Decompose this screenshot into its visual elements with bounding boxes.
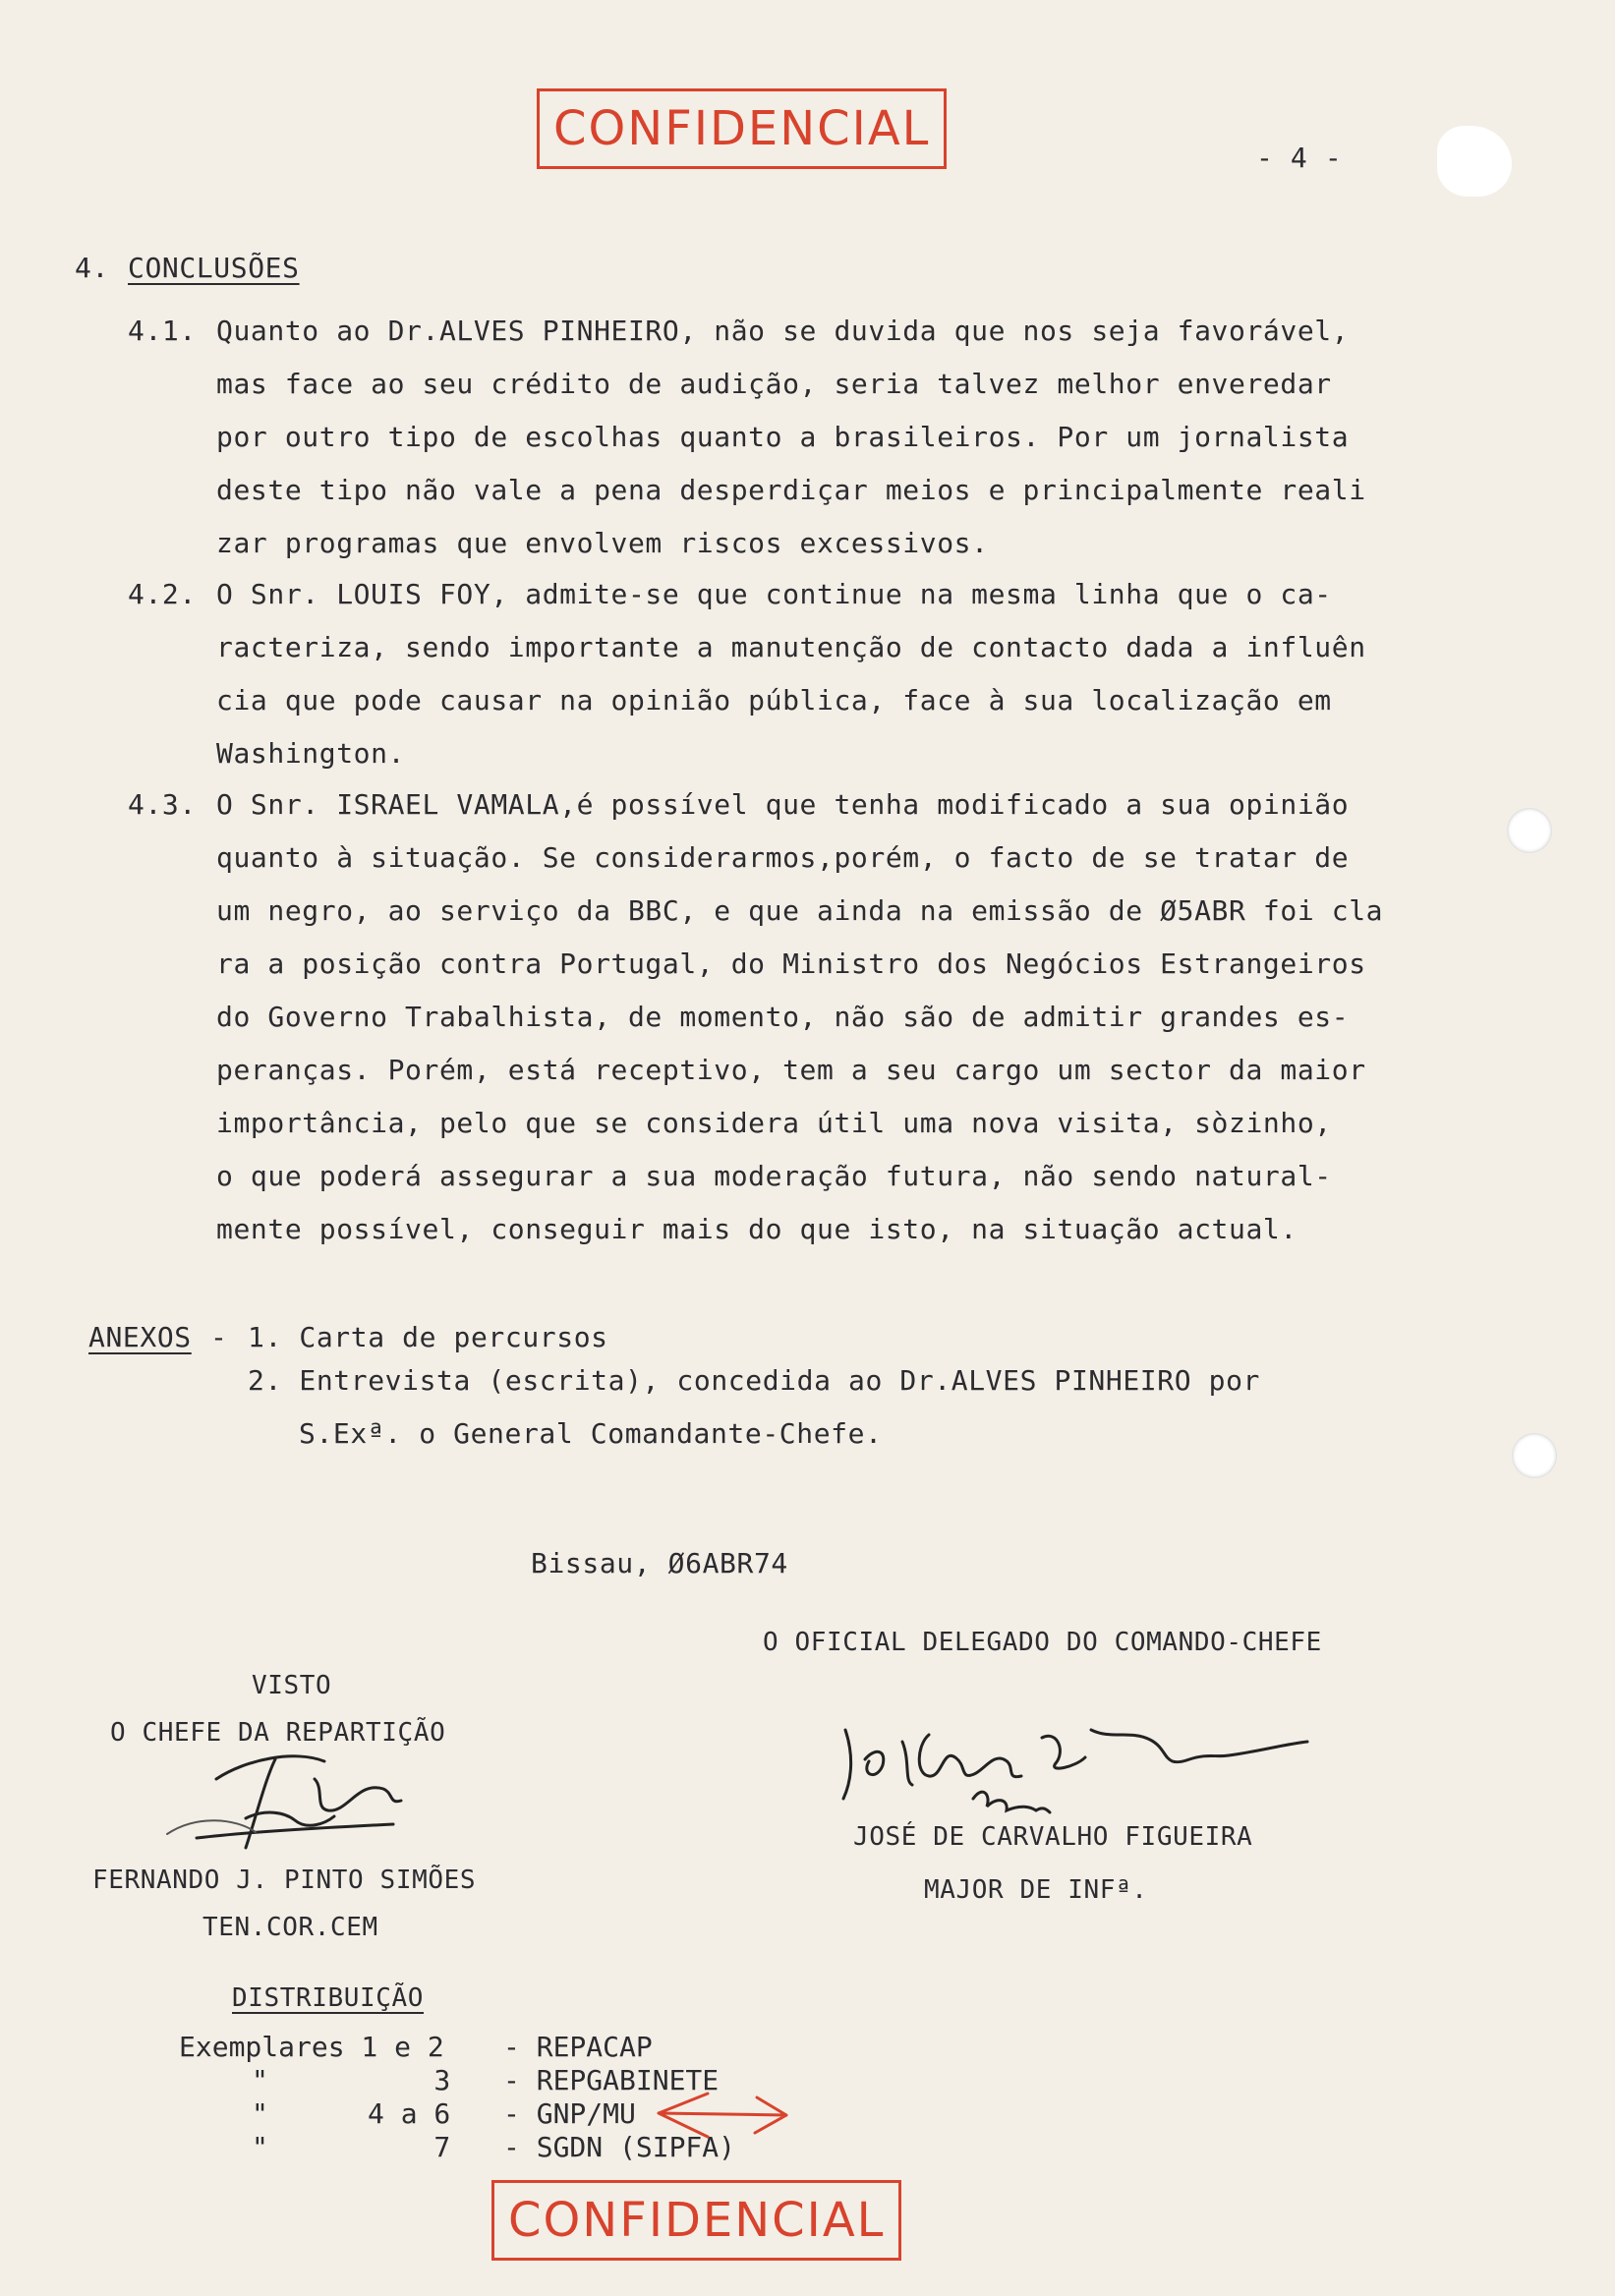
- section-title: CONCLUSÕES: [128, 252, 300, 284]
- punch-hole-top: [1507, 808, 1552, 853]
- place-date: Bissau, Ø6ABR74: [531, 1547, 788, 1579]
- distribution-row: [179, 2064, 719, 2097]
- text-line: o que poderá assegurar a sua moderação futura, não sendo natural-: [216, 1160, 1332, 1192]
- confidential-stamp-top: CONFIDENCIAL: [537, 88, 947, 169]
- paragraph-number: 4.1.: [128, 315, 197, 347]
- text-line: quanto à situação. Se considerarmos,porém, o facto de se tratar de: [216, 841, 1350, 874]
- delegate-role: O OFICIAL DELEGADO DO COMANDO-CHEFE: [763, 1628, 1322, 1657]
- confidential-stamp-bottom: CONFIDENCIAL: [491, 2180, 901, 2261]
- text-line: do Governo Trabalhista, de momento, não são de admitir grandes es-: [216, 1001, 1350, 1033]
- red-arrow-mark: [639, 2088, 796, 2147]
- text-line: racteriza, sendo importante a manutenção de contacto dada a influên: [216, 631, 1366, 663]
- distribution-prefix: " 4 a 6: [252, 2097, 451, 2130]
- distribution-prefix: " 7: [252, 2131, 451, 2163]
- text-line: ra a posição contra Portugal, do Ministro dos Negócios Estrangeiros: [216, 947, 1366, 980]
- paragraph-body: [216, 305, 1366, 570]
- text-line: um negro, ao serviço da BBC, e que ainda na emissão de Ø5ABR foi cla: [216, 894, 1384, 927]
- distribution-row: [179, 2097, 636, 2131]
- torn-corner: [1437, 126, 1512, 197]
- distribution-title: DISTRIBUIÇÃO: [232, 1983, 425, 2013]
- text-line: peranças. Porém, está receptivo, tem a seu cargo um sector da maior: [216, 1054, 1366, 1086]
- distribution-prefix: " 3: [252, 2064, 451, 2096]
- distribution-destination: - GNP/MU: [503, 2097, 636, 2130]
- paragraph-number: 4.3.: [128, 788, 197, 821]
- annex-item: 2. Entrevista (escrita), concedida ao Dr.ALVES PINHEIRO por: [248, 1364, 1260, 1397]
- text-line: O Snr. LOUIS FOY, admite-se que continue na mesma linha que o ca-: [216, 578, 1332, 610]
- text-line: importância, pelo que se considera útil uma nova visita, sòzinho,: [216, 1107, 1332, 1139]
- paragraph-number: 4.2.: [128, 578, 197, 610]
- delegate-rank: MAJOR DE INFª.: [924, 1875, 1148, 1905]
- paragraph-body: [216, 568, 1366, 780]
- text-line: deste tipo não vale a pena desperdiçar meios e principalmente reali: [216, 474, 1366, 506]
- section-number: 4.: [75, 252, 109, 284]
- visto-label: VISTO: [252, 1671, 332, 1700]
- delegate-name: JOSÉ DE CARVALHO FIGUEIRA: [853, 1822, 1253, 1852]
- distribution-row: [179, 2031, 653, 2064]
- annex-item: S.Exª. o General Comandante-Chefe.: [299, 1417, 883, 1450]
- text-line: O Snr. ISRAEL VAMALA,é possível que tenha modificado a sua opinião: [216, 788, 1350, 821]
- text-line: mas face ao seu crédito de audição, seria talvez melhor enveredar: [216, 368, 1332, 400]
- chief-role: O CHEFE DA REPARTIÇÃO: [110, 1718, 446, 1748]
- text-line: por outro tipo de escolhas quanto a brasileiros. Por um jornalista: [216, 421, 1350, 453]
- text-line: cia que pode causar na opinião pública, face à sua localização em: [216, 684, 1332, 717]
- paragraph-body: [216, 778, 1383, 1256]
- distribution-prefix: Exemplares 1 e 2: [179, 2031, 444, 2063]
- annexes-label: ANEXOS: [88, 1321, 192, 1353]
- text-line: zar programas que envolvem riscos excessivos.: [216, 527, 989, 559]
- chief-name: FERNANDO J. PINTO SIMÕES: [92, 1866, 477, 1895]
- page-number: - 4 -: [1256, 142, 1343, 174]
- annexes-dash: -: [210, 1321, 228, 1353]
- text-line: Quanto ao Dr.ALVES PINHEIRO, não se duvida que nos seja favorável,: [216, 315, 1350, 347]
- punch-hole-bottom: [1512, 1433, 1557, 1478]
- distribution-destination: - SGDN (SIPFA): [503, 2131, 736, 2163]
- distribution-destination: - REPACAP: [503, 2031, 653, 2063]
- annex-item: 1. Carta de percursos: [248, 1321, 608, 1353]
- chief-rank: TEN.COR.CEM: [202, 1913, 378, 1942]
- text-line: mente possível, conseguir mais do que isto, na situação actual.: [216, 1213, 1298, 1245]
- text-line: Washington.: [216, 737, 406, 770]
- chief-signature: [157, 1740, 452, 1867]
- distribution-destination: - REPGABINETE: [503, 2064, 720, 2096]
